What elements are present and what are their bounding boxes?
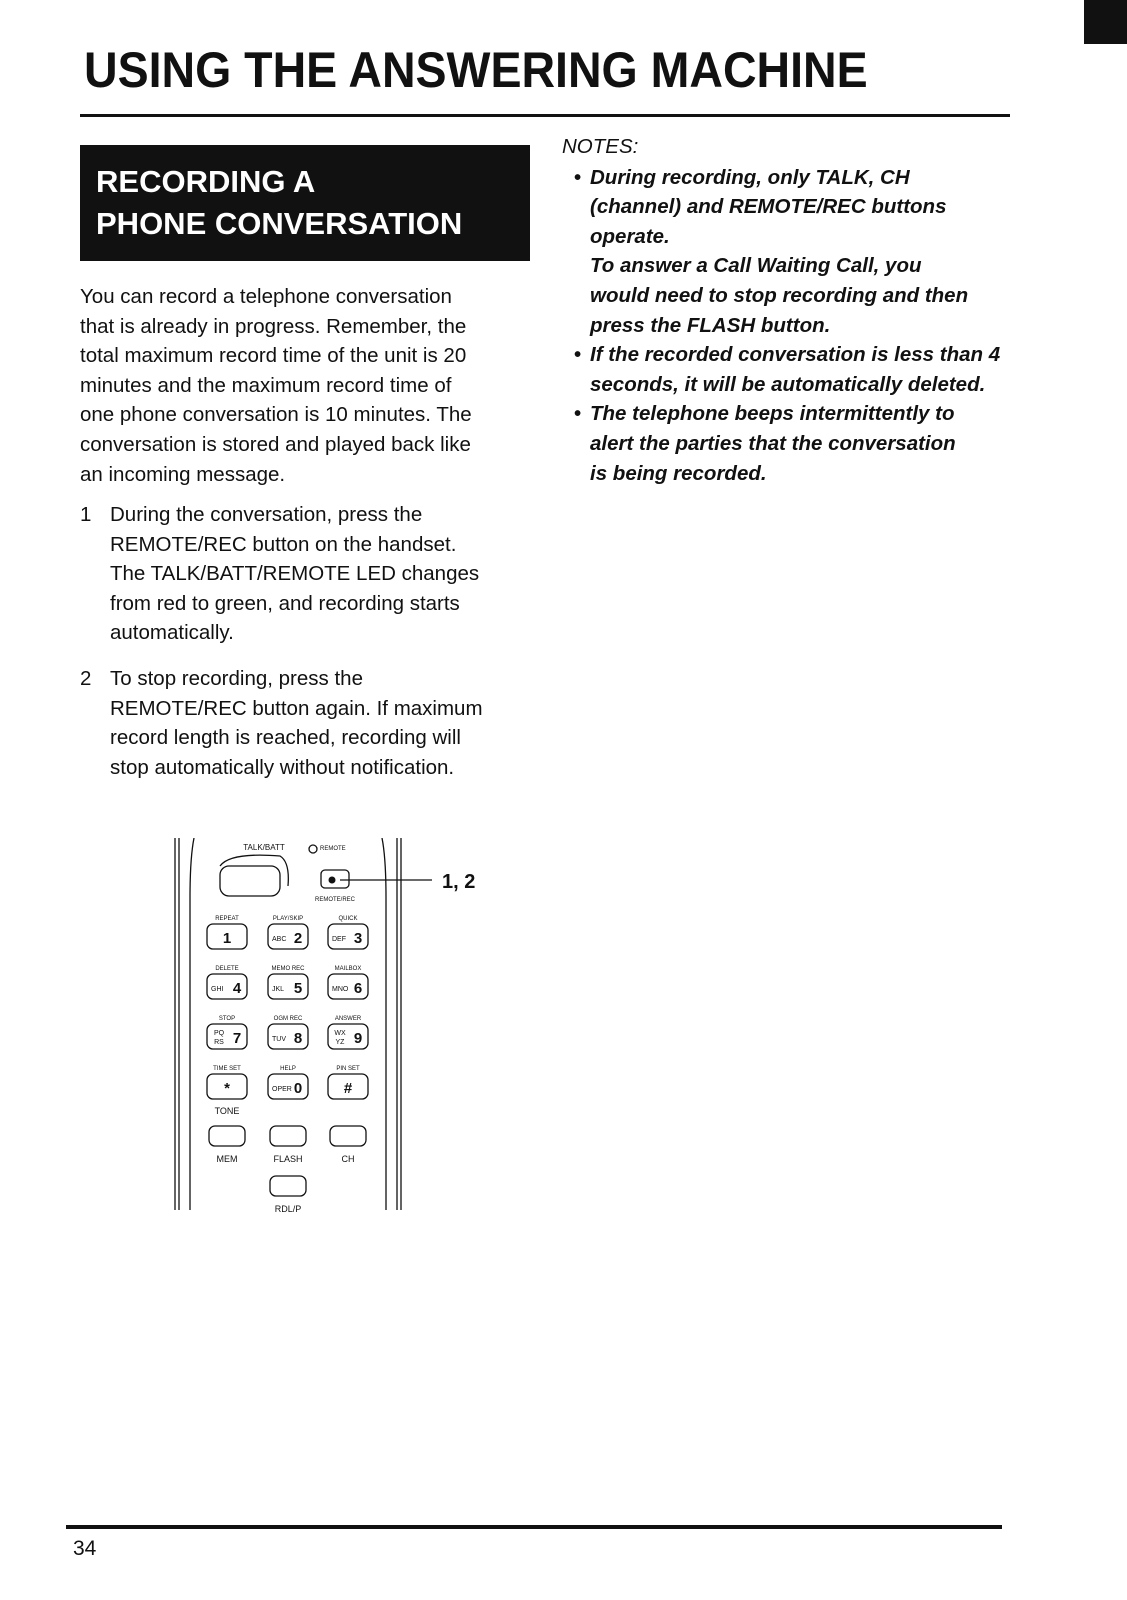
step-item	[80, 664, 540, 782]
key-function-label: PIN SET	[336, 1066, 360, 1072]
key-letters: TUV	[272, 1036, 286, 1043]
redial-key[interactable]	[270, 1176, 306, 1196]
intro-line: minutes and the maximum record time of	[80, 373, 452, 397]
key-function-label: ANSWER	[334, 1016, 362, 1022]
intro-line: You can record a telephone conversation	[80, 285, 452, 308]
intro-line: an incoming message.	[80, 462, 286, 486]
steps-list	[80, 500, 540, 798]
key-letters: DEF	[332, 936, 346, 943]
note-item	[562, 340, 1022, 399]
step-item	[80, 500, 540, 648]
key-function-label: DELETE	[215, 966, 239, 972]
step-line: To stop recording, press the	[110, 666, 363, 690]
bullet-icon: •	[574, 165, 582, 189]
key-function-label: REPEAT	[215, 916, 239, 922]
note-line: press the FLASH button.	[590, 313, 831, 337]
step-text	[110, 664, 540, 782]
step-line: The TALK/BATT/REMOTE LED changes	[110, 562, 480, 586]
function-key-label: CH	[341, 1154, 355, 1164]
note-line: If the recorded conversation is less than 4	[590, 343, 1001, 367]
section-heading-line2: PHONE CONVERSATION	[96, 206, 463, 241]
section-heading	[80, 145, 530, 261]
notes-panel	[562, 132, 1022, 488]
step-number: 2	[80, 666, 92, 690]
note-line: During recording, only TALK, CH	[590, 165, 910, 189]
step-line: stop automatically without notification.	[110, 755, 455, 779]
redial-label: RDL/P	[274, 1204, 302, 1214]
key-digit: 1	[222, 930, 232, 947]
page-number: 34	[73, 1537, 97, 1560]
function-key-label: FLASH	[273, 1154, 303, 1164]
step-callout: 1, 2	[442, 871, 476, 893]
key-digit: 3	[353, 930, 363, 947]
step-line: automatically.	[110, 621, 234, 645]
key-function-label: MAILBOX	[334, 966, 362, 972]
step-line: During the conversation, press the	[110, 503, 423, 526]
note-item	[562, 163, 1022, 341]
key-digit: 4	[232, 980, 242, 997]
remote-label: REMOTE	[320, 846, 346, 852]
key-function-label: QUICK	[338, 916, 358, 922]
key-function-label: OGM REC	[273, 1016, 303, 1022]
note-line: is being recorded.	[590, 461, 767, 485]
remote-rec-label: REMOTE/REC	[314, 897, 356, 903]
title-divider	[80, 114, 1010, 117]
intro-line: conversation is stored and played back like	[80, 432, 471, 456]
note-line: operate.	[590, 224, 670, 248]
key-digit: 0	[293, 1080, 303, 1097]
page-title: USING THE ANSWERING MACHINE	[84, 42, 868, 98]
note-item	[562, 399, 1022, 488]
key-letters: MNO	[332, 986, 349, 993]
bullet-icon: •	[574, 402, 582, 426]
step-line: REMOTE/REC button on the handset.	[110, 532, 457, 556]
key-letters: OPER	[272, 1086, 292, 1093]
key-letters: RS	[214, 1039, 224, 1046]
intro-line: total maximum record time of the unit is 20	[80, 344, 467, 368]
key-letters: GHI	[211, 986, 224, 993]
key-letters: ABC	[272, 936, 287, 943]
key-digit: #	[343, 1080, 353, 1097]
handset-diagram	[170, 838, 510, 1238]
key-letters: JKL	[272, 986, 285, 993]
key-digit: 2	[293, 930, 303, 947]
key-digit: 9	[353, 1030, 363, 1047]
notes-heading: NOTES:	[562, 135, 639, 158]
intro-paragraph	[80, 282, 540, 489]
note-line: seconds, it will be automatically deleted.	[590, 372, 986, 396]
key-digit: 5	[293, 980, 303, 997]
intro-line: one phone conversation is 10 minutes. The	[80, 403, 472, 427]
note-line: (channel) and REMOTE/REC buttons	[590, 195, 947, 219]
step-text	[110, 500, 540, 648]
key-digit: *	[224, 1080, 230, 1097]
key-letters: PQ	[213, 1030, 225, 1037]
key-digit: 8	[293, 1030, 303, 1047]
keypad	[207, 843, 475, 1214]
page-corner-tab	[1084, 0, 1127, 44]
note-line: The telephone beeps intermittently to	[590, 402, 955, 426]
key-function-label: STOP	[218, 1016, 236, 1022]
function-key[interactable]	[330, 1126, 366, 1146]
key-function-label: HELP	[280, 1066, 296, 1072]
intro-line: that is already in progress. Remember, the	[80, 314, 467, 338]
footer-divider	[66, 1525, 1002, 1529]
section-heading-line1: RECORDING A	[96, 164, 316, 199]
function-key[interactable]	[209, 1126, 245, 1146]
step-line: record length is reached, recording will	[110, 726, 461, 750]
function-key[interactable]	[270, 1126, 306, 1146]
note-line: To answer a Call Waiting Call, you	[590, 254, 922, 278]
key-function-label: PLAY/SKIP	[272, 916, 304, 922]
key-digit: 6	[353, 980, 363, 997]
key-function-label: MEMO REC	[271, 966, 305, 972]
talk-batt-label: TALK/BATT	[243, 843, 285, 852]
key-function-label: TIME SET	[213, 1066, 241, 1072]
function-key-label: MEM	[216, 1154, 238, 1164]
step-line: REMOTE/REC button again. If maximum	[110, 696, 483, 720]
key-letters: YZ	[335, 1039, 345, 1046]
tone-label: TONE	[214, 1106, 240, 1116]
step-number: 1	[80, 503, 92, 526]
key-letters: WX	[334, 1030, 346, 1037]
note-line: alert the parties that the conversation	[590, 431, 956, 455]
key-digit: 7	[232, 1030, 242, 1047]
note-line: would need to stop recording and then	[590, 283, 969, 307]
bullet-icon: •	[574, 343, 582, 367]
step-line: from red to green, and recording starts	[110, 591, 460, 615]
